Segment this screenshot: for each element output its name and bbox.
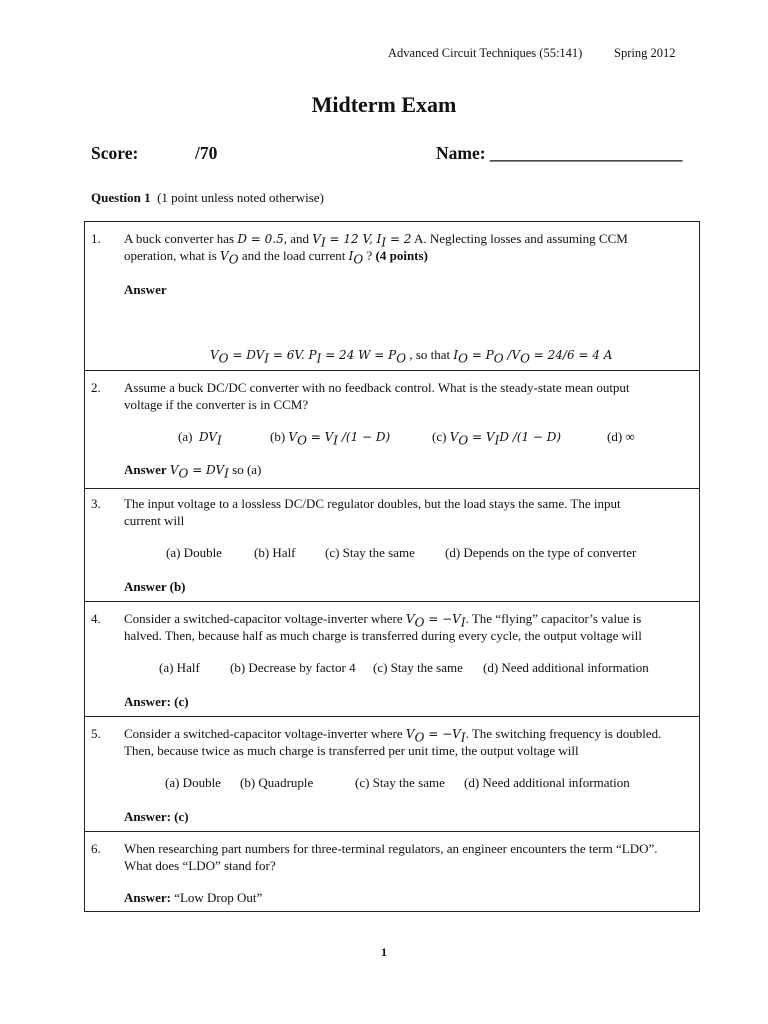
row-divider xyxy=(84,601,700,602)
item-5-number: 5. xyxy=(91,726,101,741)
item-4-option-b: (b) Decrease by factor 4 xyxy=(230,660,356,675)
row-divider xyxy=(84,488,700,489)
question-note: (1 point unless noted otherwise) xyxy=(157,190,324,205)
item-5-text: Consider a switched-capacitor voltage-inverter where $V_O = -V_I$. The switching frequency is doubled. xyxy=(124,726,662,745)
item-6-number: 6. xyxy=(91,841,101,856)
item-5-option-d: (d) Need additional information xyxy=(464,775,630,790)
question-heading xyxy=(91,190,324,206)
score-label: Score: xyxy=(91,143,139,163)
item-2-text-line2: voltage if the converter is in CCM? xyxy=(124,397,309,412)
score-total: /70 xyxy=(195,143,218,163)
item-1-text: A buck converter has D = 0.5, and $V_I = 12$ V, $I_I = 2$ A. Neglecting losses and assuming CCM xyxy=(124,231,628,250)
item-2-option-c: (c) $V_O = V_ID$ /(1 − D) xyxy=(432,429,562,448)
row-divider xyxy=(84,370,700,371)
item-3-option-a: (a) Double xyxy=(166,545,222,560)
row-divider xyxy=(84,716,700,717)
item-6-text: When researching part numbers for three-terminal regulators, an engineer encounters the term “LDO”. xyxy=(124,841,658,856)
item-2-text: Assume a buck DC/DC converter with no feedback control. What is the steady-state mean output xyxy=(124,380,630,395)
question-label: Question 1 xyxy=(91,190,151,205)
course-header: Advanced Circuit Techniques (55:141) xyxy=(388,46,583,60)
item-2-option-d: (d) ∞ xyxy=(607,429,635,444)
item-5-answer: Answer: (c) xyxy=(124,809,189,824)
item-4-number: 4. xyxy=(91,611,101,626)
name-field: Name: ______________________ xyxy=(436,143,683,163)
item-2-option-a: (a) $DV_I$ xyxy=(178,429,222,448)
item-3-option-b: (b) Half xyxy=(254,545,296,560)
item-4-text: Consider a switched-capacitor voltage-inverter where $V_O = -V_I$. The “flying” capacitor’s value is xyxy=(124,611,642,630)
item-1-solution: $V_O = DV_I = 6V$. $P_I = 24$ $W = P_O$ , so that $I_O = P_O$ $/V_O = 24/6 = 4$ A xyxy=(210,347,613,366)
item-5-option-c: (c) Stay the same xyxy=(355,775,445,790)
item-4-option-d: (d) Need additional information xyxy=(483,660,649,675)
item-4-option-a: (a) Half xyxy=(159,660,200,675)
item-3-answer: Answer (b) xyxy=(124,579,186,594)
item-3-option-d: (d) Depends on the type of converter xyxy=(445,545,637,560)
page-number: 1 xyxy=(381,945,387,959)
item-3-text-line2: current will xyxy=(124,513,185,528)
item-6-text-line2: What does “LDO” stand for? xyxy=(124,858,276,873)
page-title: Midterm Exam xyxy=(311,92,457,117)
item-2-option-b: (b) $V_O = V_I$ /(1 − D) xyxy=(270,429,391,448)
item-6-answer: Answer: “Low Drop Out” xyxy=(124,890,263,905)
term-header: Spring 2012 xyxy=(614,46,676,60)
item-2-number: 2. xyxy=(91,380,101,395)
item-2-answer: Answer $V_O = DV_I$ so (a) xyxy=(124,462,262,481)
item-5-option-b: (b) Quadruple xyxy=(240,775,314,790)
item-1-answer-label: Answer xyxy=(124,282,167,297)
item-4-text-line2: halved. Then, because half as much charge is transferred during every cycle, the output voltage will xyxy=(124,628,642,643)
item-5-text-line2: Then, because twice as much charge is transferred per unit time, the output voltage will xyxy=(124,743,579,758)
item-1-text-line2: operation, what is $V_O$ and the load current $I_O$ ? (4 points) xyxy=(124,248,428,267)
item-4-answer: Answer: (c) xyxy=(124,694,189,709)
item-3-number: 3. xyxy=(91,496,101,511)
item-3-option-c: (c) Stay the same xyxy=(325,545,415,560)
row-divider xyxy=(84,831,700,832)
item-3-text: The input voltage to a lossless DC/DC regulator doubles, but the load stays the same. The input xyxy=(124,496,621,511)
item-4-option-c: (c) Stay the same xyxy=(373,660,463,675)
item-1-number: 1. xyxy=(91,231,101,246)
item-5-option-a: (a) Double xyxy=(165,775,221,790)
